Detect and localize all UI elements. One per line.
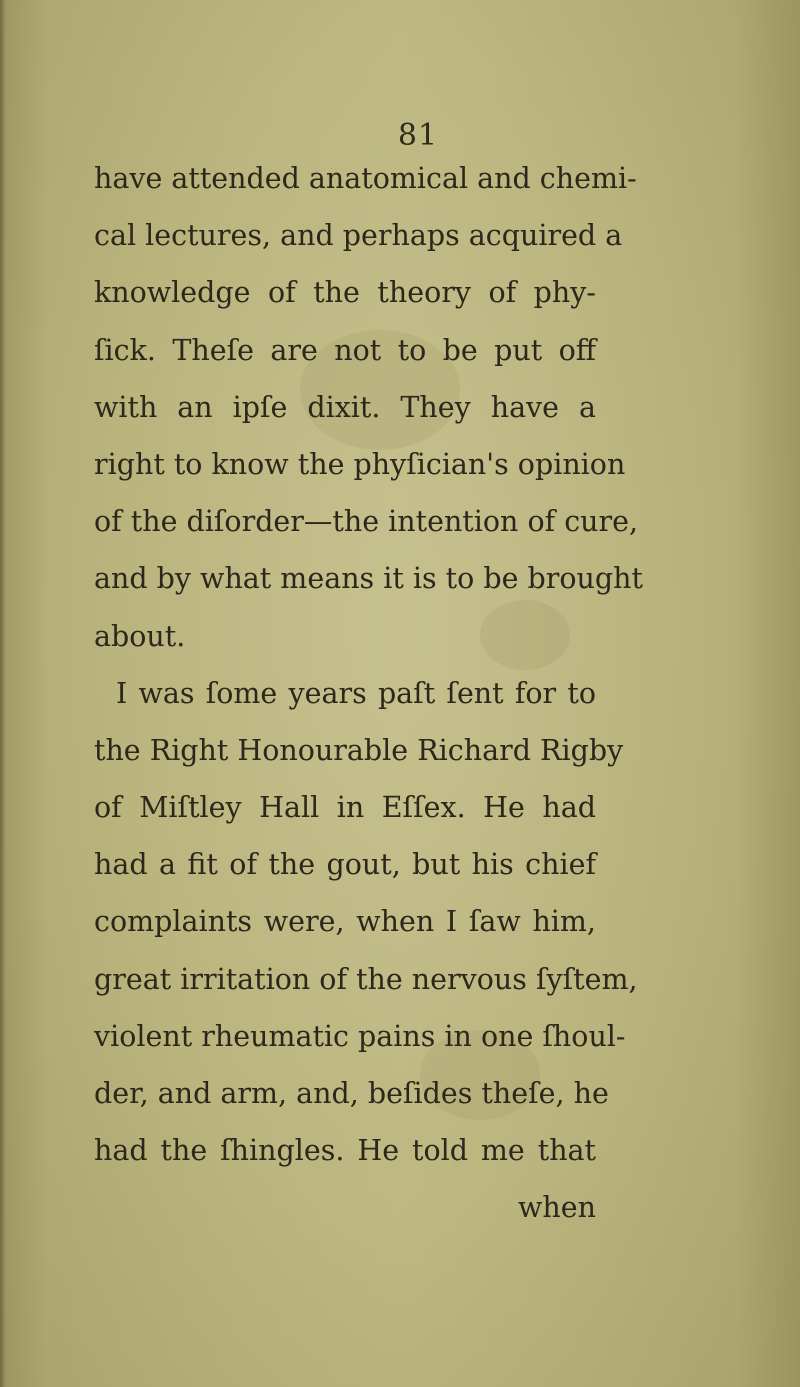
page-edge-shadow <box>0 0 6 1387</box>
text-line: of the diſorder—the intention of cure, <box>94 505 639 539</box>
text-line: violent rheumatic pains in one ſhoul- <box>94 1019 626 1053</box>
text-line: had the ſhingles. He told me that <box>94 1134 596 1168</box>
text-line: great irritation of the nervous ſyſtem, <box>94 962 638 996</box>
text-line: I was ſome years paſt ſent for to <box>116 676 596 710</box>
text-line: of Miſtley Hall in Eſſex. He had <box>94 791 596 825</box>
text-line: knowledge of the theory of phy- <box>94 276 596 310</box>
text-line: had a fit of the gout, but his chief <box>94 848 596 882</box>
text-line: have attended anatomical and chemi- <box>94 162 637 195</box>
text-line: der, and arm, and, beſides theſe, he <box>94 1077 609 1110</box>
text-line: right to know the phyſician's opinion <box>94 447 626 481</box>
text-line: about. <box>94 619 186 653</box>
page-number: 81 <box>397 118 439 153</box>
text-line: ſick. Theſe are not to be put off <box>94 333 596 367</box>
text-line: the Right Honourable Richard Rigby <box>94 733 624 767</box>
text-line: cal lectures, and perhaps acquired a <box>94 219 623 253</box>
catchword: when <box>518 1191 596 1225</box>
text-line: with an ipſe dixit. They have a <box>94 390 596 424</box>
body-text <box>94 150 643 1237</box>
text-line: and by what means it is to be brought <box>94 562 643 596</box>
text-line: complaints were, when I ſaw him, <box>94 905 596 939</box>
